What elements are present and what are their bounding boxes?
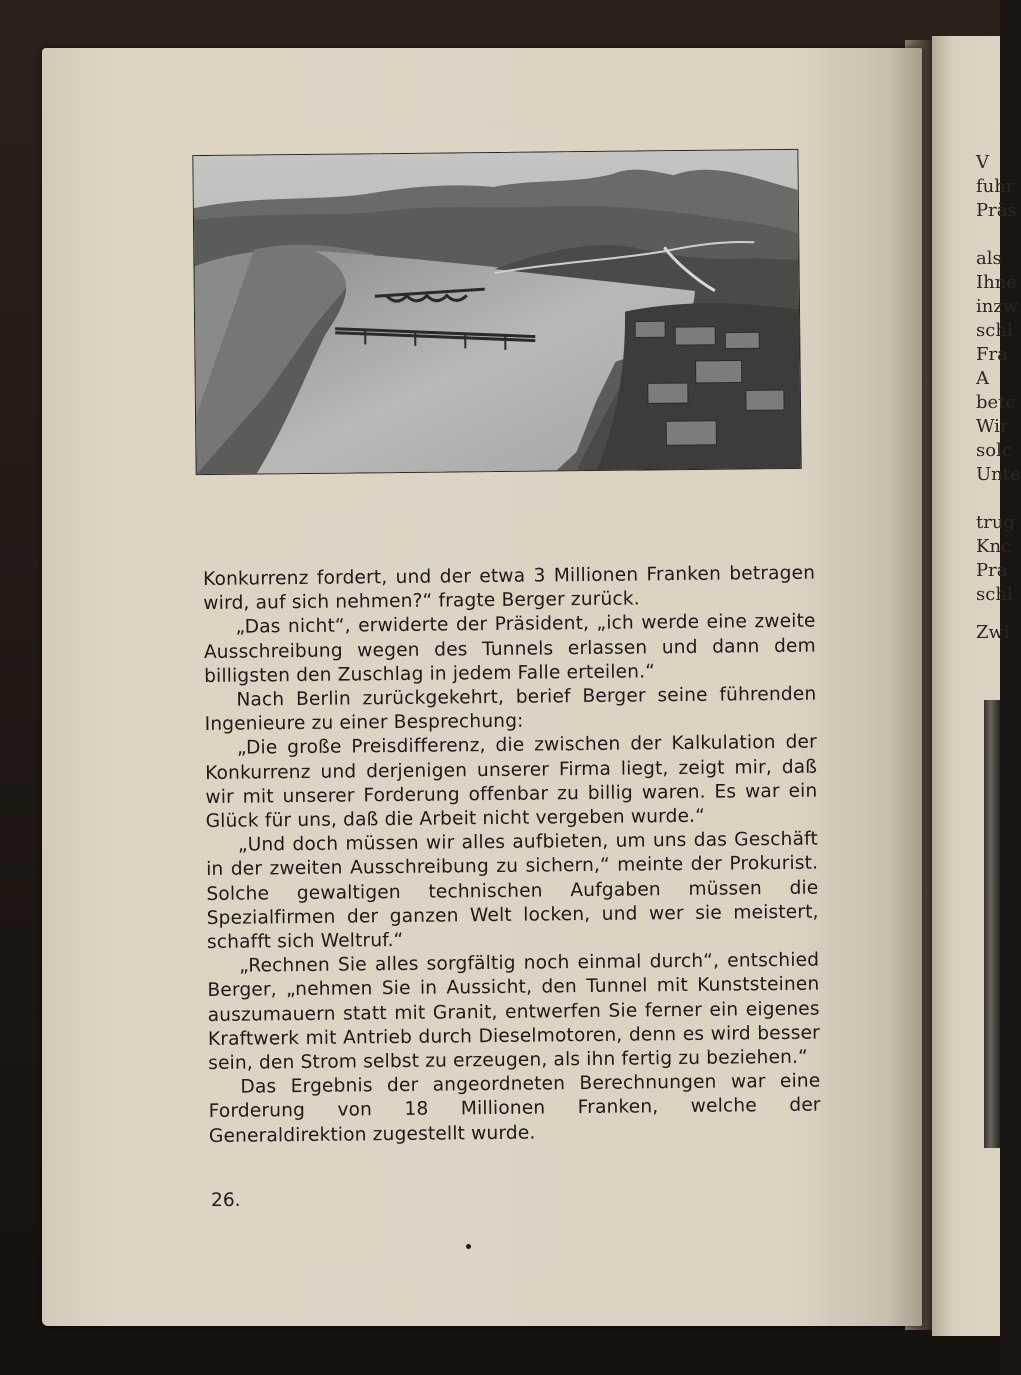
facing-fragment: A — [976, 368, 989, 389]
ink-speck — [466, 1244, 471, 1249]
paragraph: Das Ergebnis der angeordneten Berechnungen war eine Forderung von 18 Millionen Franken, welche der Generaldirektion zugestellt wurde. — [208, 1070, 821, 1147]
facing-fragment: Knc — [976, 536, 1012, 557]
facing-photo — [984, 700, 1000, 1148]
facing-fragment: schl — [976, 584, 1013, 605]
facing-fragment: Wir — [976, 416, 1009, 437]
paragraph: „Die große Preisdifferenz, die zwischen der Kalkulation der Konkurrenz und derjenigen unserer Firma liegt, zeigt mir, daß wir mit unserer Forderung offenbar zu billig waren. Es war ein Glück für uns, daß die Arbeit nicht vergeben wurde.“ — [205, 732, 818, 833]
facing-fragment: trug — [976, 512, 1015, 533]
facing-fragment: Fra — [976, 344, 1008, 365]
river-valley-photo — [192, 149, 801, 475]
paragraph: Nach Berlin zurückgekehrt, berief Berger seine führenden Ingenieure zu einer Besprechung: — [204, 683, 817, 736]
facing-fragment: fuhr — [976, 176, 1015, 197]
facing-fragment: Pra — [976, 560, 1008, 581]
facing-fragment: als — [976, 248, 1002, 269]
body-text — [203, 562, 821, 1149]
facing-fragment: betc — [976, 392, 1016, 413]
facing-fragment: schl — [976, 320, 1013, 341]
facing-fragment: inzw — [976, 296, 1019, 317]
paragraph: „Rechnen Sie alles sorgfältig noch einmal durch“, entschied Berger, „nehmen Sie in Aussicht, den Tunnel mit Kunststeinen auszumauern statt mit Granit, entwerfen Sie ferner ein eigenes Kraftwerk mit Antrieb durch Dieselmotoren, denn es wird besser sein, den Strom selbst zu erzeugen, als ihn fertig zu beziehen.“ — [207, 949, 821, 1075]
paragraph: Konkurrenz fordert, und der etwa 3 Millionen Franken betragen wird, auf sich nehmen?“ fragte Berger zurück. — [203, 562, 816, 615]
facing-fragment: Ihne — [976, 272, 1017, 293]
facing-fragment: Unte — [976, 464, 1021, 485]
facing-fragment: solc — [976, 440, 1012, 461]
facing-fragment: Präs — [976, 200, 1017, 221]
page-number: 26. — [211, 1190, 241, 1211]
facing-fragment: V — [976, 152, 989, 173]
paragraph: „Das nicht“, erwiderte der Präsident, „ich werde eine zweite Ausschreibung wegen des Tunnels erlassen und dann dem billigsten den Zuschlag in jedem Falle erteilen.“ — [203, 610, 816, 687]
facing-fragment: Zwi — [976, 622, 1010, 643]
paragraph: „Und doch müssen wir alles aufbieten, um uns das Geschäft in der zweiten Ausschreibung zu sichern,“ meinte der Prokurist. Solche gewaltigen technischen Aufgaben müssen die Spezialfirmen der ganzen Welt locken, und wer sie meistert, schafft sich Weltruf.“ — [206, 828, 819, 954]
